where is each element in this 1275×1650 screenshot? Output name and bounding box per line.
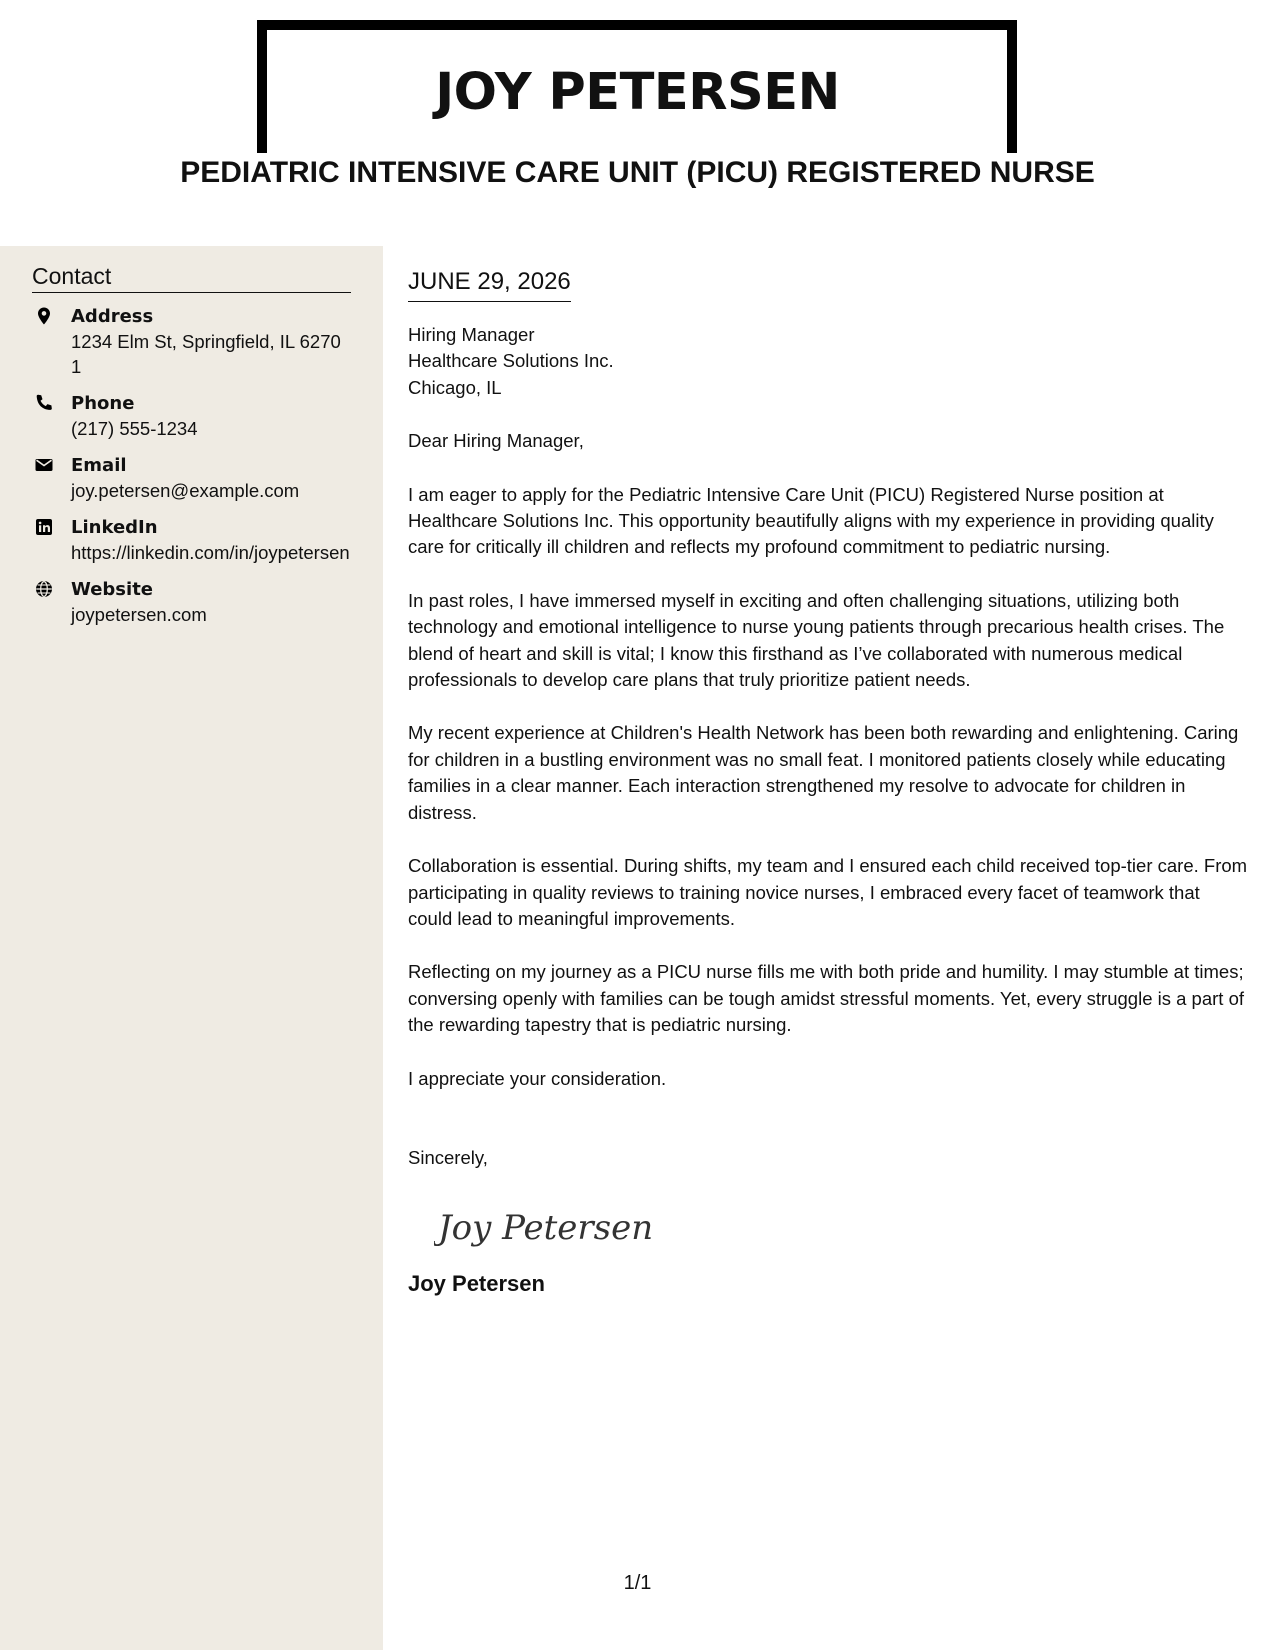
contact-label: Email	[71, 455, 127, 476]
contact-item-address	[32, 304, 362, 379]
recipient-block	[408, 322, 1248, 401]
closing-line: I appreciate your consideration.	[408, 1067, 667, 1089]
linkedin-value[interactable]: https://linkedin.com/in/joypetersen	[71, 542, 350, 563]
contact-list	[32, 304, 362, 639]
signer-name: Joy Petersen	[408, 1270, 545, 1296]
signature-text: Joy Petersen	[438, 1208, 654, 1249]
body-paragraph: In past roles, I have immersed myself in exciting and often challenging situations, utilizing both technology and emotional intelligence to nurse young patients through precarious health crises. The blend of heart and skill is vital; I know this firsthand as I’ve collaborated with numerous medical professionals to develop care plans that truly prioritize patient needs.	[408, 589, 1225, 691]
contact-label: Phone	[71, 393, 135, 414]
map-pin-icon	[34, 306, 54, 326]
letter-body	[408, 246, 1248, 1299]
body-paragraph: Reflecting on my journey as a PICU nurse fills me with both pride and humility. I may stumble at times; conversing openly with families can be tough amidst stressful moments. Yet, every struggle is a part of the rewarding tapestry that is pediatric nursing.	[408, 961, 1244, 1036]
recipient-location: Chicago, IL	[408, 376, 502, 398]
contact-item-phone	[32, 391, 362, 441]
recipient-company: Healthcare Solutions Inc.	[408, 350, 614, 372]
sign-off: Sincerely,	[408, 1146, 488, 1168]
contact-item-email	[32, 453, 362, 503]
body-paragraph: My recent experience at Children's Health Network has been both rewarding and enlightening. Caring for children in a bustling environment was no small feat. I monitored patients closely while educating families in a clear manner. Each interaction strengthened my resolve to advocate for children in distress.	[408, 722, 1239, 823]
contact-label: Website	[71, 579, 154, 600]
contact-item-website	[32, 577, 362, 627]
body-paragraph: I am eager to apply for the Pediatric Intensive Care Unit (PICU) Registered Nurse position at Healthcare Solutions Inc. This opportunity beautifully aligns with my experience in providing quality care for critically ill children and reflects my profound commitment to pediatric nursing.	[408, 483, 1214, 558]
contact-item-linkedin	[32, 515, 362, 565]
website-value[interactable]: joypetersen.com	[71, 604, 207, 625]
salutation: Dear Hiring Manager,	[408, 430, 584, 452]
globe-icon	[34, 579, 54, 599]
phone-icon	[34, 393, 54, 413]
linkedin-icon	[34, 517, 54, 537]
contact-label: Address	[71, 306, 154, 327]
job-title: PEDIATRIC INTENSIVE CARE UNIT (PICU) REGISTERED NURSE	[0, 153, 1275, 193]
contact-label: LinkedIn	[71, 517, 158, 538]
contact-sidebar	[0, 246, 383, 1650]
handwritten-signature	[434, 1201, 674, 1251]
page-number: 1/1	[623, 1572, 652, 1594]
letter-date: JUNE 29, 2026	[408, 266, 571, 302]
recipient-name: Hiring Manager	[408, 324, 535, 345]
email-value[interactable]: joy.petersen@example.com	[71, 480, 300, 501]
phone-value: (217) 555-1234	[71, 418, 198, 439]
contact-heading: Contact	[32, 260, 351, 293]
applicant-name: JOY PETERSEN	[435, 63, 840, 122]
body-paragraph: Collaboration is essential. During shifts, my team and I ensured each child received top-tier care. From participating in quality reviews to training novice nurses, I embraced every facet of teamwork that could lead to meaningful improvements.	[408, 855, 1248, 929]
envelope-icon	[34, 455, 54, 475]
address-value: 1234 Elm St, Springfield, IL 62701	[71, 331, 341, 377]
